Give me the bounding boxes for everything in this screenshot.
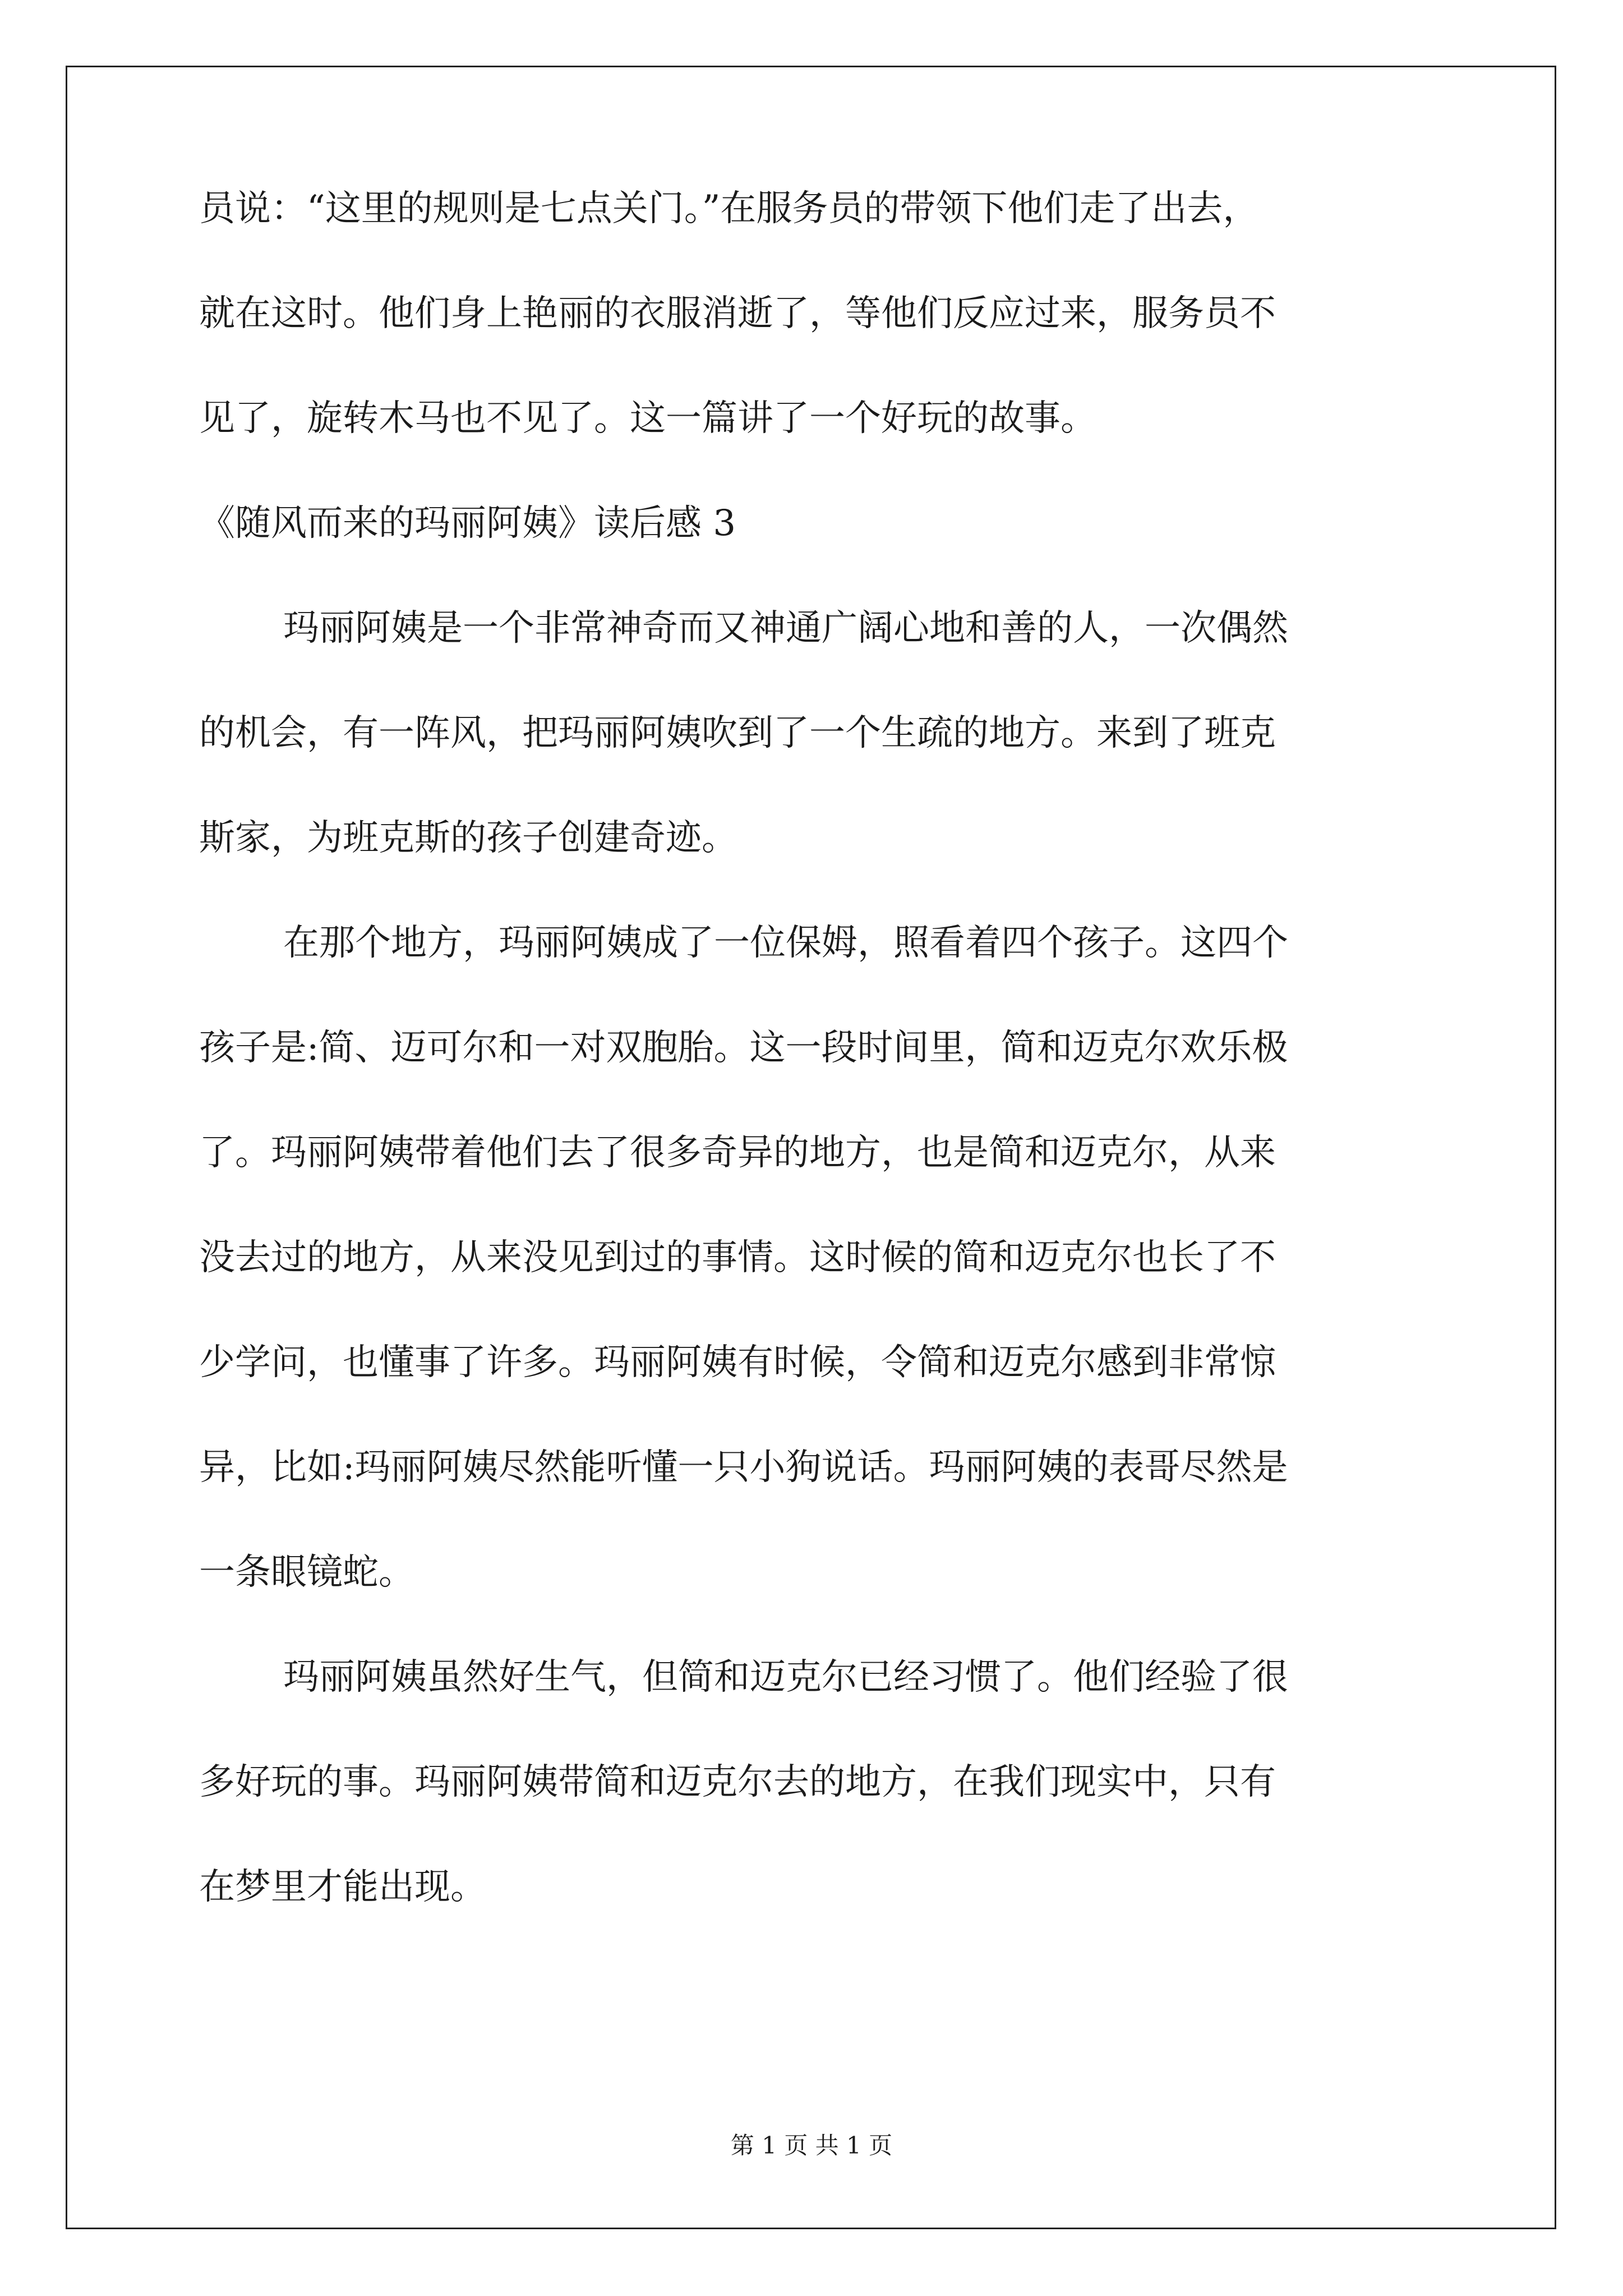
paragraph-line: 异，比如:玛丽阿姨尽然能听懂一只小狗说话。玛丽阿姨的表哥尽然是 [199,1447,1288,1488]
paragraph-line: 玛丽阿姨虽然好生气，但简和迈克尔已经习惯了。他们经验了很 [283,1657,1288,1698]
section-heading: 《随风而来的玛丽阿姨》读后感 3 [199,503,736,544]
paragraph-line: 少学问，也懂事了许多。玛丽阿姨有时候，令简和迈克尔感到非常惊 [199,1342,1276,1383]
paragraph-line: 了。玛丽阿姨带着他们去了很多奇异的地方，也是简和迈克尔，从来 [199,1132,1276,1174]
paragraph-line: 多好玩的事。玛丽阿姨带简和迈克尔去的地方，在我们现实中，只有 [199,1761,1276,1803]
paragraph-line: 孩子是:简、迈可尔和一对双胞胎。这一段时间里，简和迈克尔欢乐极 [199,1027,1288,1069]
paragraph-line: 玛丽阿姨是一个非常神奇而又神通广阔心地和善的人，一次偶然 [283,608,1288,649]
paragraph-line: 没去过的地方，从来没见到过的事情。这时候的简和迈克尔也长了不 [199,1237,1276,1278]
paragraph-line: 斯家，为班克斯的孩子创建奇迹。 [199,817,737,859]
paragraph-line: 在那个地方，玛丽阿姨成了一位保姆，照看着四个孩子。这四个 [283,922,1288,964]
text-line: 见了，旋转木马也不见了。这一篇讲了一个好玩的故事。 [199,398,1096,439]
document-body [199,182,1422,1966]
text-line: 员说：“这里的规则是七点关门。”在服务员的带领下他们走了出去， [199,188,1259,229]
paragraph-line: 一条眼镜蛇。 [199,1552,414,1593]
paragraph-line: 的机会，有一阵风，把玛丽阿姨吹到了一个生疏的地方。来到了班克 [199,712,1276,754]
page-footer: 第 1 页 共 1 页 [730,2132,893,2159]
paragraph-line: 在梦里才能出现。 [199,1866,486,1908]
text-line: 就在这时。他们身上艳丽的衣服消逝了，等他们反应过来，服务员不 [199,293,1276,334]
